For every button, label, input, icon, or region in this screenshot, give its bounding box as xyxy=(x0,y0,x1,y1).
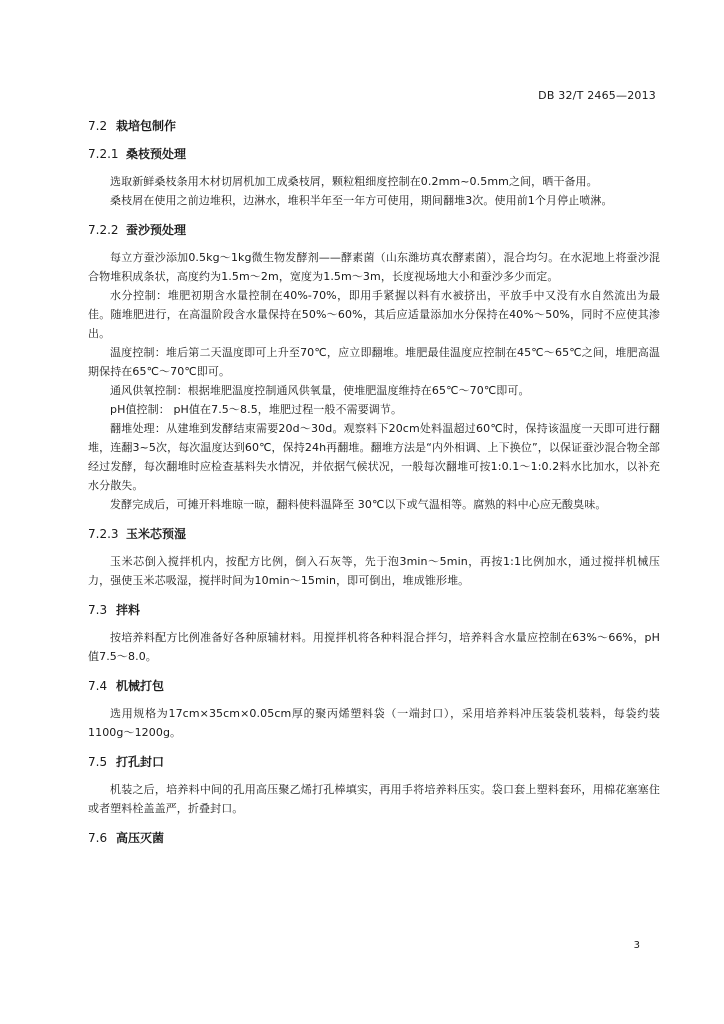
paragraph: 温度控制：堆后第二天温度即可上升至70℃，应立即翻堆。堆肥最佳温度应控制在45℃～65℃之间，堆肥高温期保持在65℃～70℃即可。 xyxy=(88,346,660,378)
paragraph: 桑枝屑在使用之前边堆积，边淋水，堆积半年至一年方可使用，期间翻堆3次。使用前1个月停止喷淋。 xyxy=(110,194,613,207)
paragraph: 每立方蚕沙添加0.5kg～1kg微生物发酵剂——酵素菌（山东潍坊真农酵素菌），混合均匀。在水泥地上将蚕沙混合物堆积成条状，高度约为1.5m～2m，宽度为1.5m～3m，长度视场地大小和蚕沙多少而定。 xyxy=(88,251,660,283)
paragraph: 通风供氧控制：根据堆肥温度控制通风供氧量，使堆肥温度维持在65℃～70℃即可。 xyxy=(110,384,530,397)
paragraph: 玉米芯倒入搅拌机内，按配方比例，倒入石灰等，先于泡3min～5min，再按1:1比例加水，通过搅拌机械压力，强使玉米芯吸湿，搅拌时间为10min～15min，即可倒出，堆成锥形堆。 xyxy=(88,555,660,587)
page-number: 3 xyxy=(633,940,640,951)
section-heading-7-5 xyxy=(88,752,660,772)
section-heading-7-2 xyxy=(88,116,660,136)
section-title: 打孔封口 xyxy=(116,755,165,769)
section-number: 7.5 xyxy=(88,755,108,769)
section-number: 7.2.1 xyxy=(88,147,119,161)
paragraph: 选用规格为17cm×35cm×0.05cm厚的聚丙烯塑料袋（一端封口），采用培养料冲压装袋机装料，每袋约装1100g～1200g。 xyxy=(88,707,660,739)
document-body xyxy=(88,116,660,848)
paragraph: 机装之后，培养料中间的孔用高压聚乙烯打孔棒填实，再用手将培养料压实。袋口套上塑料套环，用棉花塞塞住或者塑料栓盖盖严，折叠封口。 xyxy=(88,783,660,815)
paragraph: pH值控制： pH值在7.5～8.5，堆肥过程一般不需要调节。 xyxy=(110,403,403,416)
section-heading-7-2-2 xyxy=(88,220,660,240)
section-heading-7-6 xyxy=(88,828,660,848)
section-title: 机械打包 xyxy=(116,679,165,693)
section-number: 7.2 xyxy=(88,119,108,133)
section-title: 桑枝预处理 xyxy=(126,147,187,161)
section-heading-7-2-1 xyxy=(88,144,660,164)
section-number: 7.6 xyxy=(88,831,108,845)
section-title: 玉米芯预湿 xyxy=(126,527,187,541)
section-title: 蚕沙预处理 xyxy=(126,223,187,237)
paragraph: 翻堆处理：从建堆到发酵结束需要20d～30d。观察料下20cm处料温超过60℃时，保持该温度一天即可进行翻堆，连翻3~5次，每次温度达到60℃，保持24h再翻堆。翻堆方法是“内外相调、上下换位”，以保证蚕沙混合物全部经过发酵，每次翻堆时应检查基料失水情况，并依据气候状况，一般每次翻堆可按1:0.1～1:0.2料水比加水，以补充水分散失。 xyxy=(88,422,660,492)
paragraph: 发酵完成后，可摊开料堆晾一晾，翻料使料温降至 30℃以下或气温相等。腐熟的料中心应无酸臭味。 xyxy=(110,498,607,511)
section-heading-7-4 xyxy=(88,676,660,696)
section-number: 7.4 xyxy=(88,679,108,693)
paragraph: 水分控制：堆肥初期含水量控制在40%-70%，即用手紧握以料有水被挤出，平放手中又没有水自然流出为最佳。随堆肥进行，在高温阶段含水量保持在50%～60%，其后应适量添加水分保持在40%～50%，同时不应使其渗出。 xyxy=(88,289,660,340)
paragraph: 按培养料配方比例准备好各种原辅材料。用搅拌机将各种料混合拌匀，培养料含水量应控制在63%～66%，pH值7.5～8.0。 xyxy=(88,631,660,663)
standard-code: DB 32/T 2465—2013 xyxy=(538,89,656,102)
section-title: 栽培包制作 xyxy=(116,119,177,133)
paragraph: 选取新鲜桑枝条用木材切屑机加工成桑枝屑，颗粒粗细度控制在0.2mm~0.5mm之间，晒干备用。 xyxy=(110,175,598,188)
section-title: 高压灭菌 xyxy=(116,831,165,845)
section-number: 7.2.3 xyxy=(88,527,119,541)
section-heading-7-2-3 xyxy=(88,524,660,544)
section-number: 7.2.2 xyxy=(88,223,119,237)
section-title: 拌料 xyxy=(116,603,141,617)
section-heading-7-3 xyxy=(88,600,660,620)
section-number: 7.3 xyxy=(88,603,108,617)
